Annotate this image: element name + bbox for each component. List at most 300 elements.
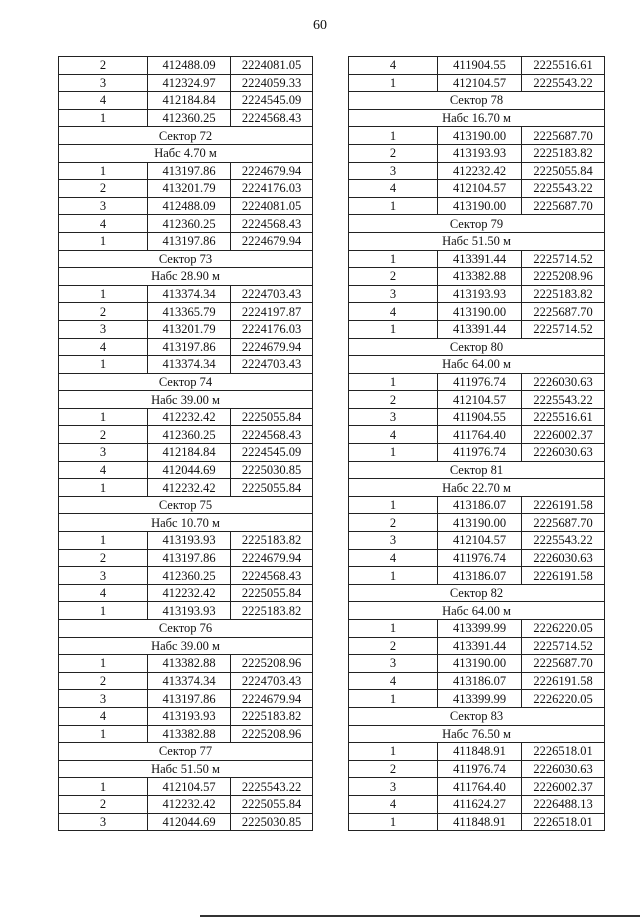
coordinate-row: [349, 620, 605, 638]
y-coordinate-cell: 2225714.52: [522, 250, 605, 268]
y-coordinate-cell: 2225055.84: [231, 795, 313, 813]
coordinate-row: [59, 479, 313, 497]
point-number-cell: 4: [349, 303, 438, 321]
point-number-cell: 2: [59, 426, 148, 444]
point-number-cell: 1: [59, 602, 148, 620]
y-coordinate-cell: 2225055.84: [231, 479, 313, 497]
y-coordinate-cell: 2224703.43: [231, 672, 313, 690]
x-coordinate-cell: 412232.42: [148, 584, 231, 602]
x-coordinate-cell: 412104.57: [438, 180, 522, 198]
sector-header-row: [349, 356, 605, 374]
x-coordinate-cell: 411976.74: [438, 760, 522, 778]
x-coordinate-cell: 413201.79: [148, 320, 231, 338]
point-number-cell: 1: [349, 74, 438, 92]
y-coordinate-cell: 2225687.70: [522, 655, 605, 673]
sector-header-row: [59, 620, 313, 638]
point-number-cell: 1: [349, 496, 438, 514]
y-coordinate-cell: 2224545.09: [231, 92, 313, 110]
point-number-cell: 3: [349, 408, 438, 426]
x-coordinate-cell: 413193.93: [148, 602, 231, 620]
coordinate-row: [59, 426, 313, 444]
coordinate-row: [59, 602, 313, 620]
y-coordinate-cell: 2224703.43: [231, 285, 313, 303]
y-coordinate-cell: 2225030.85: [231, 813, 313, 831]
coordinate-row: [349, 795, 605, 813]
point-number-cell: 1: [59, 162, 148, 180]
sector-header-row: [59, 496, 313, 514]
coordinate-row: [349, 268, 605, 286]
point-number-cell: 1: [349, 567, 438, 585]
sector-header-row: [349, 232, 605, 250]
coordinate-row: [349, 144, 605, 162]
x-coordinate-cell: 412044.69: [148, 461, 231, 479]
sector-header: Набс 10.70 м: [59, 514, 313, 532]
point-number-cell: 3: [59, 320, 148, 338]
point-number-cell: 2: [349, 391, 438, 409]
y-coordinate-cell: 2225183.82: [522, 144, 605, 162]
y-coordinate-cell: 2226220.05: [522, 620, 605, 638]
y-coordinate-cell: 2224081.05: [231, 197, 313, 215]
y-coordinate-cell: 2225183.82: [231, 707, 313, 725]
coordinate-row: [349, 74, 605, 92]
sector-header-row: [59, 144, 313, 162]
coordinate-row: [59, 549, 313, 567]
y-coordinate-cell: 2225543.22: [522, 532, 605, 550]
point-number-cell: 3: [59, 690, 148, 708]
point-number-cell: 1: [349, 250, 438, 268]
sector-header-row: [59, 127, 313, 145]
x-coordinate-cell: 411976.74: [438, 549, 522, 567]
coordinate-row: [349, 57, 605, 75]
x-coordinate-cell: 411904.55: [438, 408, 522, 426]
point-number-cell: 1: [59, 725, 148, 743]
coordinate-row: [59, 356, 313, 374]
point-number-cell: 4: [59, 92, 148, 110]
point-number-cell: 2: [59, 672, 148, 690]
y-coordinate-cell: 2224197.87: [231, 303, 313, 321]
sector-header: Набс 76.50 м: [349, 725, 605, 743]
y-coordinate-cell: 2225516.61: [522, 408, 605, 426]
x-coordinate-cell: 412104.57: [438, 74, 522, 92]
x-coordinate-cell: 411976.74: [438, 373, 522, 391]
coordinate-row: [59, 655, 313, 673]
point-number-cell: 4: [349, 180, 438, 198]
coordinate-row: [59, 57, 313, 75]
sector-header: Набс 51.50 м: [59, 760, 313, 778]
sector-header: Набс 16.70 м: [349, 109, 605, 127]
x-coordinate-cell: 413186.07: [438, 567, 522, 585]
point-number-cell: 3: [349, 162, 438, 180]
y-coordinate-cell: 2226220.05: [522, 690, 605, 708]
coordinate-row: [59, 197, 313, 215]
point-number-cell: 2: [349, 637, 438, 655]
y-coordinate-cell: 2225687.70: [522, 514, 605, 532]
x-coordinate-cell: 412104.57: [438, 532, 522, 550]
x-coordinate-cell: 413190.00: [438, 514, 522, 532]
coordinate-row: [349, 127, 605, 145]
point-number-cell: 1: [349, 813, 438, 831]
coordinate-row: [349, 197, 605, 215]
x-coordinate-cell: 411624.27: [438, 795, 522, 813]
sector-header: Сектор 72: [59, 127, 313, 145]
point-number-cell: 3: [59, 444, 148, 462]
x-coordinate-cell: 412360.25: [148, 215, 231, 233]
x-coordinate-cell: 413391.44: [438, 250, 522, 268]
coordinate-row: [59, 162, 313, 180]
sector-header: Сектор 80: [349, 338, 605, 356]
point-number-cell: 1: [349, 444, 438, 462]
x-coordinate-cell: 412324.97: [148, 74, 231, 92]
point-number-cell: 1: [349, 690, 438, 708]
sector-header: Сектор 77: [59, 743, 313, 761]
x-coordinate-cell: 411848.91: [438, 813, 522, 831]
x-coordinate-cell: 412488.09: [148, 57, 231, 75]
y-coordinate-cell: 2226030.63: [522, 549, 605, 567]
point-number-cell: 1: [59, 479, 148, 497]
sector-header: Набс 51.50 м: [349, 232, 605, 250]
coordinate-row: [349, 637, 605, 655]
coordinate-row: [349, 514, 605, 532]
point-number-cell: 4: [349, 57, 438, 75]
coordinate-row: [349, 778, 605, 796]
coordinate-row: [59, 567, 313, 585]
y-coordinate-cell: 2225183.82: [522, 285, 605, 303]
point-number-cell: 3: [59, 813, 148, 831]
sector-header: Сектор 82: [349, 584, 605, 602]
sector-header-row: [59, 373, 313, 391]
point-number-cell: 4: [349, 672, 438, 690]
x-coordinate-cell: 412104.57: [148, 778, 231, 796]
y-coordinate-cell: 2225055.84: [522, 162, 605, 180]
coordinate-row: [59, 707, 313, 725]
coordinate-row: [59, 813, 313, 831]
y-coordinate-cell: 2225687.70: [522, 303, 605, 321]
point-number-cell: 2: [349, 760, 438, 778]
y-coordinate-cell: 2225516.61: [522, 57, 605, 75]
coordinate-row: [349, 813, 605, 831]
point-number-cell: 3: [59, 197, 148, 215]
point-number-cell: 1: [59, 109, 148, 127]
y-coordinate-cell: 2226518.01: [522, 813, 605, 831]
point-number-cell: 1: [349, 127, 438, 145]
y-coordinate-cell: 2224568.43: [231, 567, 313, 585]
y-coordinate-cell: 2226191.58: [522, 672, 605, 690]
sector-header: Сектор 74: [59, 373, 313, 391]
x-coordinate-cell: 413197.86: [148, 162, 231, 180]
sector-header-row: [59, 268, 313, 286]
x-coordinate-cell: 413197.86: [148, 690, 231, 708]
point-number-cell: 1: [349, 743, 438, 761]
x-coordinate-cell: 413190.00: [438, 197, 522, 215]
point-number-cell: 4: [59, 215, 148, 233]
x-coordinate-cell: 413374.34: [148, 356, 231, 374]
coordinate-row: [59, 461, 313, 479]
y-coordinate-cell: 2226191.58: [522, 496, 605, 514]
sector-header: Сектор 81: [349, 461, 605, 479]
x-coordinate-cell: 412184.84: [148, 444, 231, 462]
x-coordinate-cell: 412360.25: [148, 426, 231, 444]
point-number-cell: 3: [59, 74, 148, 92]
y-coordinate-cell: 2225543.22: [231, 778, 313, 796]
sector-header-row: [59, 637, 313, 655]
x-coordinate-cell: 413193.93: [438, 285, 522, 303]
y-coordinate-cell: 2225183.82: [231, 532, 313, 550]
x-coordinate-cell: 413193.93: [148, 532, 231, 550]
x-coordinate-cell: 413382.88: [148, 725, 231, 743]
coordinate-row: [59, 778, 313, 796]
coordinate-row: [349, 532, 605, 550]
coordinate-row: [349, 408, 605, 426]
coordinate-row: [349, 760, 605, 778]
sector-header-row: [349, 479, 605, 497]
sector-header: Набс 39.00 м: [59, 391, 313, 409]
point-number-cell: 4: [59, 338, 148, 356]
x-coordinate-cell: 411848.91: [438, 743, 522, 761]
sector-header-row: [59, 391, 313, 409]
sector-header: Набс 28.90 м: [59, 268, 313, 286]
point-number-cell: 2: [59, 57, 148, 75]
x-coordinate-cell: 413193.93: [438, 144, 522, 162]
x-coordinate-cell: 413197.86: [148, 232, 231, 250]
coordinate-row: [349, 655, 605, 673]
x-coordinate-cell: 412184.84: [148, 92, 231, 110]
x-coordinate-cell: 413190.00: [438, 127, 522, 145]
sector-header-row: [349, 602, 605, 620]
y-coordinate-cell: 2225208.96: [231, 655, 313, 673]
x-coordinate-cell: 412232.42: [148, 408, 231, 426]
point-number-cell: 1: [349, 320, 438, 338]
y-coordinate-cell: 2224679.94: [231, 549, 313, 567]
y-coordinate-cell: 2224568.43: [231, 215, 313, 233]
coordinate-row: [59, 672, 313, 690]
x-coordinate-cell: 411976.74: [438, 444, 522, 462]
point-number-cell: 2: [349, 144, 438, 162]
x-coordinate-cell: 412232.42: [438, 162, 522, 180]
point-number-cell: 3: [349, 532, 438, 550]
sector-header: Набс 64.00 м: [349, 602, 605, 620]
coordinate-row: [349, 162, 605, 180]
sector-header: Сектор 76: [59, 620, 313, 638]
coordinate-row: [59, 109, 313, 127]
y-coordinate-cell: 2224679.94: [231, 338, 313, 356]
point-number-cell: 4: [349, 795, 438, 813]
coordinate-row: [349, 250, 605, 268]
x-coordinate-cell: 412044.69: [148, 813, 231, 831]
point-number-cell: 2: [59, 795, 148, 813]
x-coordinate-cell: 413374.34: [148, 285, 231, 303]
sector-header: Сектор 75: [59, 496, 313, 514]
point-number-cell: 4: [59, 461, 148, 479]
coordinate-row: [349, 690, 605, 708]
page-bottom-rule: [200, 915, 640, 917]
sector-header: Набс 22.70 м: [349, 479, 605, 497]
y-coordinate-cell: 2225687.70: [522, 197, 605, 215]
point-number-cell: 1: [59, 408, 148, 426]
point-number-cell: 1: [349, 620, 438, 638]
sector-header: Сектор 79: [349, 215, 605, 233]
coordinate-row: [59, 215, 313, 233]
coordinate-row: [59, 285, 313, 303]
y-coordinate-cell: 2224568.43: [231, 109, 313, 127]
y-coordinate-cell: 2226518.01: [522, 743, 605, 761]
point-number-cell: 2: [59, 549, 148, 567]
y-coordinate-cell: 2225030.85: [231, 461, 313, 479]
y-coordinate-cell: 2225208.96: [231, 725, 313, 743]
coordinate-row: [349, 672, 605, 690]
sector-header-row: [349, 725, 605, 743]
point-number-cell: 1: [59, 232, 148, 250]
x-coordinate-cell: 413201.79: [148, 180, 231, 198]
coordinate-row: [349, 303, 605, 321]
point-number-cell: 3: [59, 567, 148, 585]
y-coordinate-cell: 2224176.03: [231, 180, 313, 198]
y-coordinate-cell: 2225543.22: [522, 74, 605, 92]
sector-header-row: [59, 514, 313, 532]
coordinate-row: [59, 408, 313, 426]
y-coordinate-cell: 2224081.05: [231, 57, 313, 75]
sector-header-row: [59, 760, 313, 778]
sector-header-row: [349, 707, 605, 725]
sector-header-row: [349, 338, 605, 356]
sector-header: Набс 64.00 м: [349, 356, 605, 374]
sector-header-row: [349, 109, 605, 127]
point-number-cell: 2: [349, 514, 438, 532]
y-coordinate-cell: 2224059.33: [231, 74, 313, 92]
coordinate-row: [59, 92, 313, 110]
x-coordinate-cell: 413365.79: [148, 303, 231, 321]
y-coordinate-cell: 2226030.63: [522, 444, 605, 462]
coordinate-row: [59, 232, 313, 250]
point-number-cell: 4: [59, 584, 148, 602]
sector-header-row: [59, 743, 313, 761]
point-number-cell: 3: [349, 778, 438, 796]
y-coordinate-cell: 2225208.96: [522, 268, 605, 286]
x-coordinate-cell: 413399.99: [438, 690, 522, 708]
y-coordinate-cell: 2224568.43: [231, 426, 313, 444]
coordinate-row: [59, 584, 313, 602]
point-number-cell: 1: [59, 356, 148, 374]
y-coordinate-cell: 2225055.84: [231, 584, 313, 602]
sector-header-row: [349, 461, 605, 479]
y-coordinate-cell: 2225714.52: [522, 320, 605, 338]
sector-header: Набс 39.00 м: [59, 637, 313, 655]
sector-header-row: [349, 215, 605, 233]
y-coordinate-cell: 2224545.09: [231, 444, 313, 462]
y-coordinate-cell: 2224679.94: [231, 232, 313, 250]
point-number-cell: 4: [349, 549, 438, 567]
sector-header-row: [349, 92, 605, 110]
x-coordinate-cell: 411764.40: [438, 778, 522, 796]
y-coordinate-cell: 2226488.13: [522, 795, 605, 813]
coordinate-row: [349, 444, 605, 462]
sector-header-row: [59, 250, 313, 268]
x-coordinate-cell: 413374.34: [148, 672, 231, 690]
y-coordinate-cell: 2225543.22: [522, 180, 605, 198]
coordinate-row: [59, 338, 313, 356]
point-number-cell: 1: [59, 778, 148, 796]
coordinate-row: [349, 285, 605, 303]
coordinate-row: [59, 444, 313, 462]
y-coordinate-cell: 2226191.58: [522, 567, 605, 585]
coordinate-row: [349, 180, 605, 198]
x-coordinate-cell: 412360.25: [148, 109, 231, 127]
coordinate-row: [59, 303, 313, 321]
point-number-cell: 4: [59, 707, 148, 725]
coordinate-row: [349, 567, 605, 585]
sector-header: Сектор 73: [59, 250, 313, 268]
x-coordinate-cell: 413197.86: [148, 338, 231, 356]
y-coordinate-cell: 2225714.52: [522, 637, 605, 655]
point-number-cell: 3: [349, 655, 438, 673]
x-coordinate-cell: 413399.99: [438, 620, 522, 638]
y-coordinate-cell: 2226030.63: [522, 760, 605, 778]
x-coordinate-cell: 412360.25: [148, 567, 231, 585]
coordinates-table-right: [348, 56, 605, 831]
coordinate-row: [349, 426, 605, 444]
x-coordinate-cell: 413186.07: [438, 672, 522, 690]
x-coordinate-cell: 413193.93: [148, 707, 231, 725]
coordinate-row: [59, 690, 313, 708]
coordinate-row: [59, 795, 313, 813]
sector-header: Набс 4.70 м: [59, 144, 313, 162]
coordinate-row: [59, 320, 313, 338]
point-number-cell: 1: [349, 197, 438, 215]
y-coordinate-cell: 2224176.03: [231, 320, 313, 338]
point-number-cell: 1: [59, 285, 148, 303]
sector-header: Сектор 83: [349, 707, 605, 725]
x-coordinate-cell: 413382.88: [438, 268, 522, 286]
point-number-cell: 1: [59, 532, 148, 550]
x-coordinate-cell: 413186.07: [438, 496, 522, 514]
coordinate-row: [59, 180, 313, 198]
y-coordinate-cell: 2225183.82: [231, 602, 313, 620]
y-coordinate-cell: 2225687.70: [522, 127, 605, 145]
y-coordinate-cell: 2226030.63: [522, 373, 605, 391]
x-coordinate-cell: 412232.42: [148, 479, 231, 497]
y-coordinate-cell: 2224679.94: [231, 690, 313, 708]
point-number-cell: 2: [349, 268, 438, 286]
y-coordinate-cell: 2226002.37: [522, 778, 605, 796]
x-coordinate-cell: 412488.09: [148, 197, 231, 215]
x-coordinate-cell: 411764.40: [438, 426, 522, 444]
coordinate-row: [59, 532, 313, 550]
x-coordinate-cell: 412104.57: [438, 391, 522, 409]
coordinate-row: [349, 549, 605, 567]
coordinate-row: [349, 391, 605, 409]
point-number-cell: 1: [59, 655, 148, 673]
coordinate-row: [349, 320, 605, 338]
point-number-cell: 2: [59, 303, 148, 321]
page-number: 60: [313, 18, 327, 33]
sector-header-row: [349, 584, 605, 602]
coordinate-row: [349, 743, 605, 761]
coordinates-table-left: [58, 56, 313, 831]
y-coordinate-cell: 2225055.84: [231, 408, 313, 426]
point-number-cell: 1: [349, 373, 438, 391]
coordinate-row: [59, 74, 313, 92]
x-coordinate-cell: 413190.00: [438, 655, 522, 673]
y-coordinate-cell: 2225543.22: [522, 391, 605, 409]
sector-header: Сектор 78: [349, 92, 605, 110]
point-number-cell: 2: [59, 180, 148, 198]
y-coordinate-cell: 2224679.94: [231, 162, 313, 180]
coordinate-row: [349, 373, 605, 391]
x-coordinate-cell: 413391.44: [438, 320, 522, 338]
x-coordinate-cell: 413382.88: [148, 655, 231, 673]
point-number-cell: 3: [349, 285, 438, 303]
x-coordinate-cell: 413391.44: [438, 637, 522, 655]
x-coordinate-cell: 412232.42: [148, 795, 231, 813]
